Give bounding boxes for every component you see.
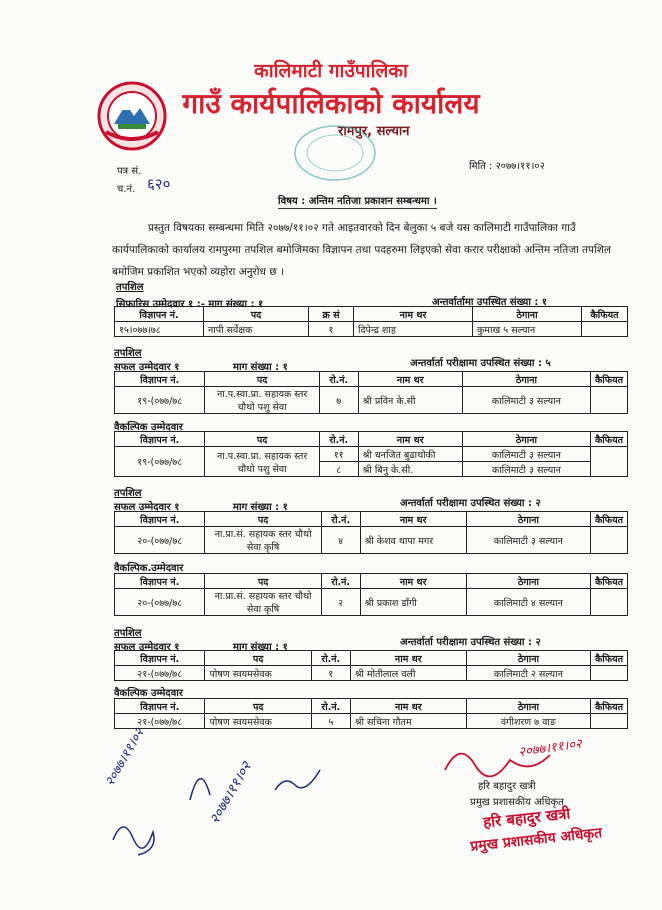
cell-sn: १ [309,322,354,337]
subject-line: विषय : अन्तिम नतिजा प्रकाशन सम्बन्धमा । [278,193,437,209]
body-paragraph: प्रस्तुत विषयका सम्बन्धमा मिति २०७७/११।०२ गते आइतवारको दिन बेलुका ५ बजे यस कालिमाटी गाउँपालिका गाउँ कार्यपालिकाको कार्यालय रामपुरमा तपशिल बमोजिमका विज्ञापन तथा पदहरुमा लिइएको सेवा करार परीक्षाको अन्तिम नतिजा तपशिल बमोजिम प्रकाशित भएको व्यहोरा अनुरोध छ । [112,222,611,278]
col-header: विज्ञापन नं. [115,651,205,666]
col-header: कैफियत [582,307,628,322]
section-1-heading: तपशिल [116,282,144,293]
col-header: रो.नं. [319,432,358,447]
office-seal-stamp [290,122,380,184]
cell-remarks [590,714,627,729]
col-header: रो.नं. [321,512,360,527]
section-4-demand: माग संख्या : १ [233,642,288,653]
col-header: विज्ञापन नं. [115,512,205,527]
cell-name: श्री सचिना गौतम [350,714,466,729]
signature-cao-date: २०७७।११।०२ [517,736,583,761]
section-4-successful: सफल उम्मेदवार १ [114,642,180,653]
stamp-title: प्रमुख प्रशासकीय अधिकृत [469,825,603,855]
col-header: ठेगाना [466,574,590,589]
section-1-present: अन्तर्वार्तामा उपस्थित संख्या : १ [432,297,548,308]
office-address: रामपुर, सल्यान [338,124,410,139]
letter-date: मिति : २०७७।११।०२ [469,161,545,172]
col-header: पद [205,574,321,589]
cell-name: श्री धनजित बुढाथोकी [358,447,462,462]
col-header: पद [204,307,309,322]
cell-name: श्री बिनु के.सी. [358,462,462,477]
cell-roll: ४ [321,527,360,554]
section-3-demand: माग संख्या : १ [233,502,288,513]
section-2-demand: माग संख्या : १ [233,362,288,373]
cell-address: कालिमाटी ३ सल्यान [462,387,590,414]
cell-roll: ८ [319,462,358,477]
cell-address: कालिमाटी ४ सल्यान [466,589,590,616]
col-header: नाम थर [360,574,466,589]
cell-roll: २ [321,589,360,616]
cell-adv: २१-(०७७/७८ [115,714,205,729]
dispatch-number-handwritten: ६२० [147,175,171,193]
section-4-present: अन्तर्वार्ता परीक्षामा उपस्थित संख्या : २ [400,637,541,648]
col-header: रो.नं. [321,574,360,589]
cell-roll: ५ [311,714,350,729]
section-4-heading: तपशिल [114,628,142,639]
section-3-alternate-title: वैकल्पिक.उम्मेदवार [114,563,184,574]
table-row [115,322,628,337]
cell-adv: १९-(०७७/७८ [115,447,205,477]
col-header: ठेगाना [462,432,590,447]
col-header: रो.नं. [319,372,358,387]
cell-remarks [590,666,627,681]
cell-post: ना.प्रा.सं. सहायक स्तर चौथो सेवा कृषि [205,589,321,616]
cell-remarks [590,527,627,554]
section-2-heading: तपशिल [114,348,142,359]
col-header: कैफियत [590,432,627,447]
cell-name: दिपेन्द्र शाह [354,322,473,337]
col-header: कैफियत [590,651,627,666]
col-header: ठेगाना [473,307,582,322]
col-header: नाम थर [354,307,473,322]
table-row [115,714,628,729]
col-header: विज्ञापन नं. [115,307,204,322]
table-row [115,447,628,462]
col-header: ठेगाना [466,651,590,666]
col-header: नाम थर [350,651,466,666]
cell-adv: २१-(०७७/७८ [115,666,205,681]
cell-roll: १ [311,666,350,681]
col-header: कैफियत [590,372,627,387]
section-3-alt-table [114,573,628,616]
col-header: विज्ञापन नं. [115,574,205,589]
cell-name: श्री केशव थापा मगर [360,527,466,554]
stamp-name: हरि बहादुर खत्री [482,804,572,832]
signature-middle [180,750,330,810]
cell-post: नापी सर्वेक्षक [204,322,309,337]
table-row [115,387,628,414]
col-header: विज्ञापन नं. [115,432,205,447]
section-2-successful: सफल उम्मेदवार १ [114,362,180,373]
cell-remarks [582,322,628,337]
signature-left [108,810,168,860]
col-header: पद [205,699,311,714]
col-header: रो.नं. [311,699,350,714]
col-header: पद [205,372,319,387]
col-header: रो.नं. [311,651,350,666]
section-1-recommended: सिफारिस उम्मेदवार १ :- माग संख्या : १ [116,299,264,310]
cell-address: कालिमाटी २ सल्यान [466,666,590,681]
cell-remarks [590,589,627,616]
cell-name: श्री प्रविन के.सी [358,387,462,414]
col-header: नाम थर [358,372,462,387]
section-1-table [114,306,628,337]
cell-roll: ११ [319,447,358,462]
cell-post: ना.प.स्वा.प्रा. सहायक स्तर चौथो पशु सेवा [205,387,319,414]
cell-post: ना.प्रा.सं. सहायक स्तर चौथो सेवा कृषि [205,527,321,554]
cell-address: कालिमाटी ३ सल्यान [466,527,590,554]
section-2-table [114,371,628,414]
cell-adv: २०-(०७७/७८ [115,589,205,616]
section-3-heading: तपशिल [114,488,142,499]
section-3-present: अन्तर्वार्ता परीक्षामा उपस्थित संख्या : २ [400,498,541,509]
cell-adv: २०-(०७७/७८ [115,527,205,554]
col-header: ठेगाना [466,512,590,527]
section-2-alt-table [114,431,628,477]
cell-name: श्री प्रकाश डाँगी [360,589,466,616]
section-4-alt-table [114,698,628,729]
cell-address: कालिमाटी ३ सल्यान [462,462,590,477]
signatory-title: प्रमुख प्रशासकीय अधिकृत [470,797,564,808]
signature-middle-date: २०७७।११।०२ [206,759,256,827]
table-row [115,527,628,554]
col-header: कैफियत [590,512,627,527]
section-2-present: अन्तर्वार्ता परीक्षामा उपस्थित संख्या : ५ [410,358,551,369]
cell-adv: १९-(०७७/७८ [115,387,205,414]
office-title: गाउँ कार्यपालिकाको कार्यालय [182,87,480,120]
dispatch-number-label: च.नं. [117,184,136,195]
municipality-name: कालिमाटी गाउँपालिका [254,60,408,82]
col-header: कैफियत [590,699,627,714]
section-3-successful: सफल उम्मेदवार १ [114,502,180,513]
section-4-table [114,650,628,681]
col-header: नाम थर [358,432,462,447]
section-4-alternate-title: वैकल्पिक उम्मेदवार [114,688,183,699]
col-header: पद [205,432,319,447]
cell-post: पोषण स्वयमसेवक [205,714,311,729]
letter-number-label: पत्र सं. [117,166,142,177]
col-header: नाम थर [350,699,466,714]
cell-post: पोषण स्वयमसेवक [205,666,311,681]
col-header: ठेगाना [462,372,590,387]
cell-address: कुमाख ५ सल्यान [473,322,582,337]
cell-name: श्री मोतीलाल वली [350,666,466,681]
col-header: नाम थर [360,512,466,527]
section-3-table [114,511,628,554]
cell-roll: ७ [319,387,358,414]
cell-remarks [590,387,627,414]
col-header: विज्ञापन नं. [115,699,205,714]
col-header: ठेगाना [466,699,590,714]
cell-address: कालिमाटी ३ सल्यान [462,447,590,462]
col-header: पद [205,651,311,666]
cell-remarks [590,447,627,477]
cell-adv: १५।०७७।७८ [115,322,204,337]
signatory-name: हरि बहादुर खत्री [478,781,536,792]
cell-address: वंगीशरण ७ वाङ [466,714,590,729]
col-header: विज्ञापन नं. [115,372,205,387]
signature-left-date: २०७७।११।०२ [102,726,148,789]
table-row [115,589,628,616]
section-2-alternate-title: वैकल्पिक उम्मेदवार [114,422,183,433]
table-row [115,666,628,681]
col-header: क्र सं [309,307,354,322]
col-header: कैफियत [590,574,627,589]
cell-post: ना.प.स्वा.प्रा. सहायक स्तर चौथो पशु सेवा [205,447,319,477]
col-header: पद [205,512,321,527]
